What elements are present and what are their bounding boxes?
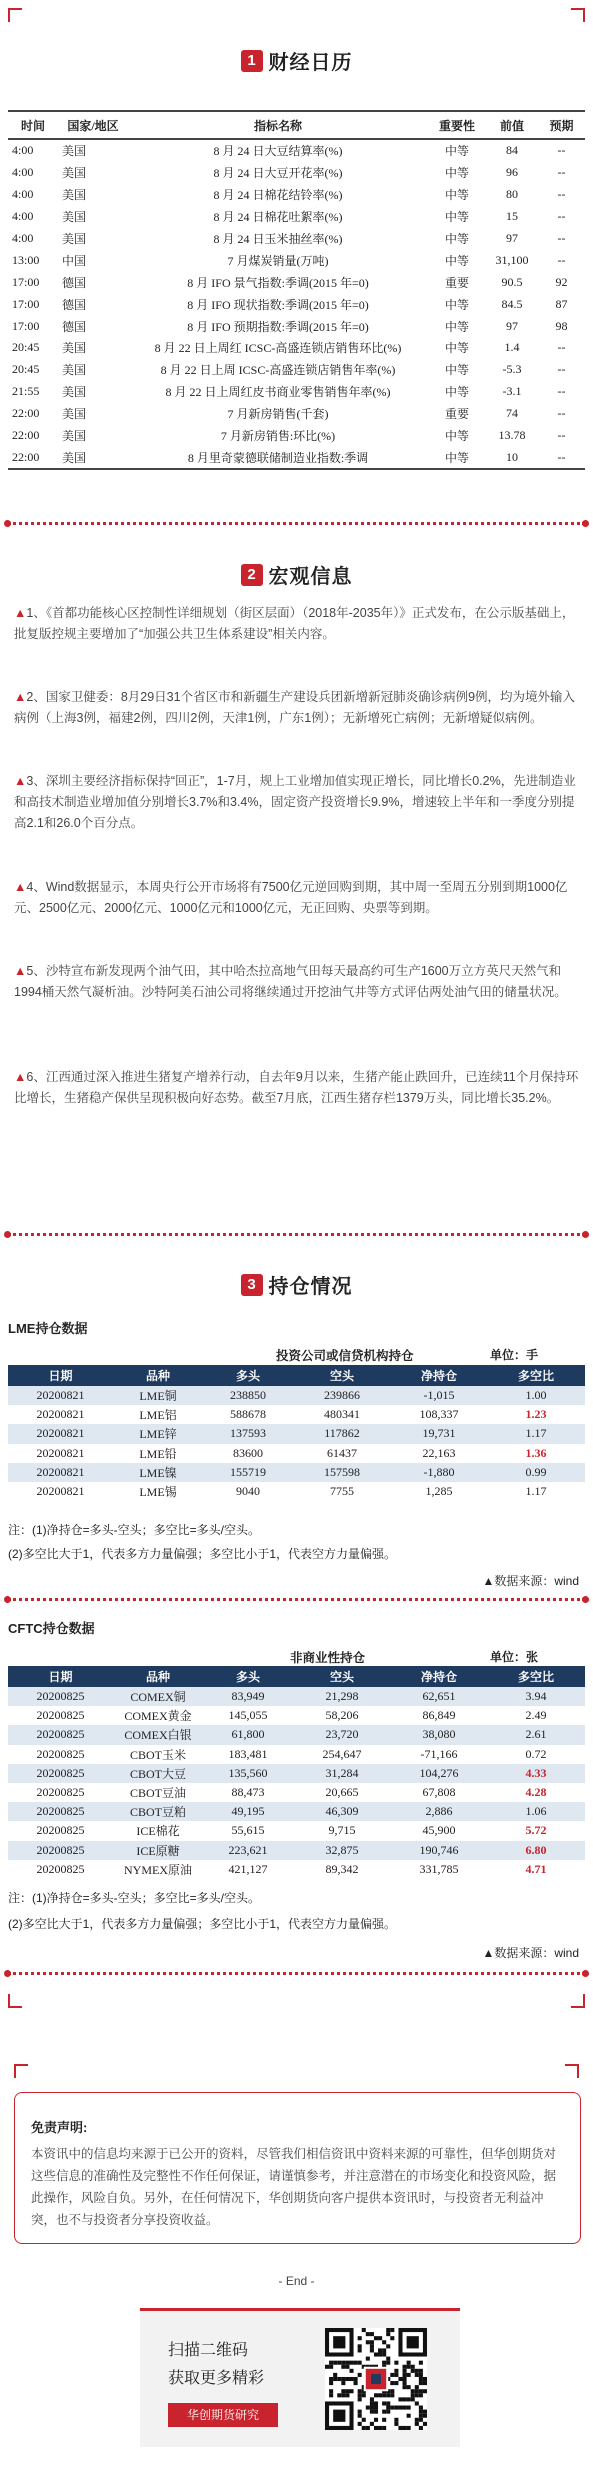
calendar-cell: 4:00 <box>12 143 34 158</box>
cftc-cell: 254,647 <box>293 1745 391 1764</box>
calendar-table <box>8 110 585 470</box>
calendar-cell: 美国 <box>62 210 87 225</box>
calendar-cell: 4:00 <box>12 231 34 245</box>
cftc-cell: 49,195 <box>203 1802 293 1821</box>
disclaimer-corner <box>14 2064 28 2078</box>
lme-cell: 20200821 <box>8 1463 113 1482</box>
disclaimer-corner <box>565 2064 579 2078</box>
lme-cell: 108,337 <box>391 1405 487 1424</box>
cftc-header-cell: 日期 <box>8 1666 113 1687</box>
calendar-cell: 10 <box>486 446 538 469</box>
lme-header-cell: 多头 <box>203 1365 293 1386</box>
cftc-cell: 20200825 <box>8 1764 113 1783</box>
cftc-cell: 20200825 <box>8 1821 113 1840</box>
cftc-cell: CBOT玉米 <box>113 1745 203 1764</box>
macro-news-text: 2、国家卫健委：8月29日31个省区市和新疆生产建设兵团新增新冠肺炎确诊病例9例，均为境外输入病例（上海3例，福建2例，四川2例，天津1例，广东1例）；无新增死亡病例；无新增疑似病例。 <box>14 690 576 725</box>
calendar-row <box>8 337 585 359</box>
calendar-cell: 美国 <box>62 166 87 181</box>
cftc-row <box>8 1802 585 1821</box>
cftc-row <box>8 1860 585 1879</box>
calendar-cell: 87 <box>555 296 568 311</box>
lme-cell: 1.23 <box>487 1405 585 1424</box>
calendar-cell: 90.5 <box>501 274 523 289</box>
section-title: 持仓情况 <box>268 1276 353 1298</box>
cftc-row <box>8 1745 585 1764</box>
cftc-cell: 88,473 <box>203 1783 293 1802</box>
calendar-cell: 22:00 <box>12 406 40 421</box>
cftc-row <box>8 1764 585 1783</box>
triangle-bullet-icon: ▲ <box>14 1070 27 1084</box>
cftc-table-title: CFTC持仓数据 <box>8 1621 95 1636</box>
cftc-header-cell: 空头 <box>293 1666 391 1687</box>
section-number: 3 <box>241 1274 263 1296</box>
lme-cell: LME镍 <box>113 1463 203 1482</box>
calendar-cell: 8 月 IFO 现状指数:季调(2015 年=0) <box>187 297 369 312</box>
corner-bottom-right <box>571 1994 585 2008</box>
macro-news-item <box>14 1067 579 1109</box>
lme-cell: 20200821 <box>8 1386 113 1405</box>
calendar-cell: -- <box>538 446 585 469</box>
cftc-cell: 38,080 <box>391 1725 487 1744</box>
calendar-row <box>8 381 585 403</box>
cftc-cell: 46,309 <box>293 1802 391 1821</box>
calendar-cell: 8 月里奇蒙德联储制造业指数:季调 <box>128 446 428 469</box>
lme-cell: LME锌 <box>113 1424 203 1443</box>
lme-cell: 83600 <box>203 1444 293 1463</box>
calendar-cell: -- <box>557 362 566 377</box>
calendar-cell: 中等 <box>444 232 469 246</box>
cftc-cell: 9,715 <box>293 1821 391 1840</box>
lme-cell: 1.17 <box>487 1482 585 1501</box>
section-number: 2 <box>241 564 263 586</box>
disclaimer-box <box>14 2092 581 2244</box>
lme-cell: 137593 <box>203 1424 293 1443</box>
disclaimer-title: 免责声明: <box>31 2120 88 2135</box>
calendar-cell: 13.78 <box>498 428 526 443</box>
cftc-cell: 61,800 <box>203 1725 293 1744</box>
cftc-row <box>8 1821 585 1840</box>
calendar-cell: 重要 <box>444 275 469 290</box>
lme-cell: 19,731 <box>391 1424 487 1443</box>
calendar-cell: 1.4 <box>504 340 520 355</box>
cftc-cell: 58,206 <box>293 1706 391 1725</box>
lme-cell: -1,015 <box>391 1386 487 1405</box>
cftc-group-header: 非商业性持仓 <box>290 1651 366 1665</box>
lme-cell: 1.36 <box>487 1444 585 1463</box>
calendar-cell: 17:00 <box>12 318 40 333</box>
cftc-cell: 2,886 <box>391 1802 487 1821</box>
calendar-cell: 7 月新房销售(千套) <box>227 407 329 422</box>
cftc-row <box>8 1783 585 1802</box>
cftc-header-cell: 多空比 <box>487 1666 585 1687</box>
cftc-header-cell: 多头 <box>203 1666 293 1687</box>
calendar-row <box>8 249 585 271</box>
lme-cell: 20200821 <box>8 1424 113 1443</box>
lme-header-cell: 品种 <box>113 1365 203 1386</box>
macro-news-item <box>14 687 579 729</box>
calendar-cell: -- <box>557 209 566 224</box>
lme-cell: 117862 <box>293 1424 391 1443</box>
lme-cell: 9040 <box>203 1482 293 1501</box>
section-divider <box>8 522 585 525</box>
calendar-cell: 中等 <box>444 429 469 444</box>
lme-header-cell: 净持仓 <box>391 1365 487 1386</box>
cftc-cell: 0.72 <box>487 1745 585 1764</box>
calendar-cell: -5.3 <box>502 362 522 377</box>
lme-cell: LME铜 <box>113 1386 203 1405</box>
calendar-cell: 97 <box>506 231 518 245</box>
section-title: 宏观信息 <box>268 566 353 588</box>
cftc-cell: NYMEX原油 <box>113 1860 203 1879</box>
section-divider <box>8 1598 585 1601</box>
cftc-cell: 2.61 <box>487 1725 585 1744</box>
cftc-cell: 20200825 <box>8 1802 113 1821</box>
lme-cell: 22,163 <box>391 1444 487 1463</box>
cftc-cell: 32,875 <box>293 1841 391 1860</box>
calendar-cell: 74 <box>506 406 518 421</box>
lme-cell: 7755 <box>293 1482 391 1501</box>
calendar-cell: 中等 <box>444 319 469 334</box>
cftc-table <box>8 1666 585 1879</box>
cftc-row <box>8 1841 585 1860</box>
lme-row <box>8 1424 585 1443</box>
lme-header-cell: 多空比 <box>487 1365 585 1386</box>
calendar-cell: -- <box>557 428 566 443</box>
cftc-row <box>8 1687 585 1706</box>
cftc-cell: 45,900 <box>391 1821 487 1840</box>
calendar-cell: 中等 <box>444 297 469 312</box>
lme-note-2: (2)多空比大于1，代表多方力量偏强；多空比小于1，代表空方力量偏强。 <box>8 1547 397 1561</box>
lme-row <box>8 1386 585 1405</box>
cftc-cell: 31,284 <box>293 1764 391 1783</box>
calendar-cell: 德国 <box>62 319 87 334</box>
cftc-unit: 单位：张 <box>490 1650 539 1664</box>
calendar-cell: 8 月 24 日棉花吐絮率(%) <box>213 210 343 225</box>
calendar-header-cell: 重要性 <box>428 111 486 139</box>
calendar-cell: -- <box>557 406 566 421</box>
cftc-cell: 4.28 <box>487 1783 585 1802</box>
calendar-row <box>8 206 585 228</box>
lme-cell: 1.00 <box>487 1386 585 1405</box>
calendar-cell: 15 <box>506 209 518 224</box>
cftc-cell: 23,720 <box>293 1725 391 1744</box>
calendar-cell: 7 月新房销售:环比(%) <box>220 429 336 444</box>
cftc-cell: COMEX铜 <box>113 1687 203 1706</box>
cftc-cell: ICE棉花 <box>113 1821 203 1840</box>
lme-unit: 单位：手 <box>490 1348 539 1362</box>
cftc-cell: -71,166 <box>391 1745 487 1764</box>
calendar-cell: -- <box>557 165 566 180</box>
section-divider <box>8 1233 585 1236</box>
cftc-cell: 135,560 <box>203 1764 293 1783</box>
macro-news-item <box>14 877 579 919</box>
lme-cell: 1.17 <box>487 1424 585 1443</box>
macro-news-text: 3、深圳主要经济指标保持“回正”，1-7月，规上工业增加值实现正增长，同比增长0.2%，先进制造业和高技术制造业增加值分别增长3.7%和3.4%，固定资产投资增长9.9%，增速较上半年和一季度分别提高2.1和26.0个百分点。 <box>14 774 576 830</box>
calendar-cell: 17:00 <box>12 296 40 311</box>
cftc-cell: 62,651 <box>391 1687 487 1706</box>
calendar-cell: 7 月煤炭销量(万吨) <box>227 253 329 268</box>
calendar-cell: 中国 <box>62 253 87 268</box>
cftc-cell: 83,949 <box>203 1687 293 1706</box>
lme-cell: 1,285 <box>391 1482 487 1501</box>
calendar-cell: 4:00 <box>12 165 34 180</box>
cftc-cell: 223,621 <box>203 1841 293 1860</box>
cftc-cell: 55,615 <box>203 1821 293 1840</box>
calendar-cell: 美国 <box>62 363 87 378</box>
cftc-cell: 20200825 <box>8 1687 113 1706</box>
lme-row <box>8 1444 585 1463</box>
cftc-cell: ICE原糖 <box>113 1841 203 1860</box>
cftc-cell: 331,785 <box>391 1860 487 1879</box>
cftc-cell: CBOT大豆 <box>113 1764 203 1783</box>
calendar-cell: 中等 <box>444 341 469 356</box>
calendar-row <box>8 425 585 447</box>
calendar-cell: 美国 <box>62 341 87 356</box>
triangle-bullet-icon: ▲ <box>14 964 27 978</box>
cftc-cell: 104,276 <box>391 1764 487 1783</box>
lme-cell: 61437 <box>293 1444 391 1463</box>
qr-line-1: 扫描二维码 <box>168 2342 249 2359</box>
lme-cell: 20200821 <box>8 1444 113 1463</box>
cftc-cell: 183,481 <box>203 1745 293 1764</box>
calendar-cell: 8 月 22 日上周红 ICSC-高盛连锁店销售环比(%) <box>154 341 402 356</box>
calendar-cell: 22:00 <box>12 428 40 443</box>
lme-row <box>8 1463 585 1482</box>
lme-cell: LME铝 <box>113 1405 203 1424</box>
calendar-row <box>8 293 585 315</box>
calendar-cell: 97 <box>506 318 518 333</box>
macro-news-text: 5、沙特宣布新发现两个油气田，其中哈杰拉高地气田每天最高约可生产1600万立方英尺天然气和1994桶天然气凝析油。沙特阿美石油公司将继续通过开挖油气井等方式评估两处油气田的储量状况。 <box>14 964 567 999</box>
lme-header-cell: 日期 <box>8 1365 113 1386</box>
calendar-cell: 美国 <box>62 429 87 444</box>
calendar-cell: 84 <box>506 143 518 158</box>
cftc-cell: 4.33 <box>487 1764 585 1783</box>
cftc-cell: 421,127 <box>203 1860 293 1879</box>
calendar-cell: 中等 <box>428 446 486 469</box>
lme-cell: 588678 <box>203 1405 293 1424</box>
cftc-cell: 5.72 <box>487 1821 585 1840</box>
calendar-cell: 31,100 <box>495 252 529 267</box>
triangle-bullet-icon: ▲ <box>14 880 27 894</box>
section-title: 财经日历 <box>268 52 353 74</box>
calendar-cell: 美国 <box>62 232 87 246</box>
calendar-cell: 4:00 <box>12 187 34 202</box>
calendar-cell: -- <box>557 384 566 399</box>
lme-header-cell: 空头 <box>293 1365 391 1386</box>
brand-button[interactable]: 华创期货研究 <box>168 2403 278 2427</box>
lme-cell: 480341 <box>293 1405 391 1424</box>
calendar-cell: 96 <box>506 165 518 180</box>
macro-news-text: 1、《首都功能核心区控制性详细规划（街区层面）（2018年-2035年）》正式发布，在公示版基础上，批复版控规主要增加了“加强公共卫生体系建设”相关内容。 <box>14 606 575 641</box>
calendar-cell: 22:00 <box>8 446 58 469</box>
lme-cell: 0.99 <box>487 1463 585 1482</box>
qr-line-2: 获取更多精彩 <box>168 2370 265 2387</box>
calendar-row <box>8 139 585 162</box>
calendar-row <box>8 184 585 206</box>
lme-cell: LME锡 <box>113 1482 203 1501</box>
macro-news-text: 4、Wind数据显示，本周央行公开市场将有7500亿元逆回购到期，其中周一至周五分别到期1000亿元、2500亿元、2000亿元、1000亿元和1000亿元，无正回购、央票等到期。 <box>14 880 568 915</box>
cftc-cell: COMEX黄金 <box>113 1706 203 1725</box>
calendar-cell: 中等 <box>444 188 469 203</box>
calendar-cell: 17:00 <box>12 274 40 289</box>
calendar-cell: -- <box>557 231 566 245</box>
calendar-row <box>8 162 585 184</box>
calendar-cell: 美国 <box>62 385 87 400</box>
calendar-cell: 98 <box>555 318 568 333</box>
cftc-cell: 89,342 <box>293 1860 391 1879</box>
calendar-row <box>8 271 585 293</box>
cftc-row <box>8 1725 585 1744</box>
calendar-cell: -3.1 <box>502 384 522 399</box>
calendar-cell: 重要 <box>444 407 469 422</box>
cftc-cell: 20200825 <box>8 1783 113 1802</box>
cftc-source: ▲数据来源：wind <box>482 1946 579 1960</box>
calendar-row <box>8 446 585 469</box>
calendar-row <box>8 315 585 337</box>
cftc-cell: 1.06 <box>487 1802 585 1821</box>
lme-row <box>8 1482 585 1501</box>
disclaimer-body: 本资讯中的信息均来源于已公开的资料，尽管我们相信资讯中资料来源的可靠性，但华创期货对这些信息的准确性及完整性不作任何保证，请谨慎参考，并注意潜在的市场变化和投资风险，据此操作，风险自负。另外，在任何情况下，华创期货向客户提供本资讯时，与投资者无利益冲突，也不与投资者分享投资收益。 <box>31 2147 557 2227</box>
calendar-cell: 中等 <box>444 210 469 225</box>
calendar-cell: 中等 <box>444 144 469 159</box>
lme-row <box>8 1405 585 1424</box>
cftc-cell: 20200825 <box>8 1745 113 1764</box>
calendar-cell: 8 月 24 日大豆开花率(%) <box>213 166 343 181</box>
section-number: 1 <box>241 50 263 72</box>
calendar-cell: 中等 <box>444 363 469 378</box>
cftc-row <box>8 1706 585 1725</box>
cftc-cell: 145,055 <box>203 1706 293 1725</box>
end-marker: - End - <box>278 2274 315 2288</box>
calendar-header-cell: 前值 <box>486 111 538 139</box>
cftc-cell: 21,298 <box>293 1687 391 1706</box>
corner-top-left <box>8 8 22 22</box>
cftc-cell: 3.94 <box>487 1687 585 1706</box>
calendar-cell: 84.5 <box>501 296 523 311</box>
calendar-header-cell: 指标名称 <box>128 111 428 139</box>
calendar-cell: 20:45 <box>12 340 40 355</box>
lme-source: ▲数据来源：wind <box>482 1574 579 1588</box>
lme-cell: -1,880 <box>391 1463 487 1482</box>
section-divider <box>8 1972 585 1975</box>
qr-promo-box <box>140 2308 460 2447</box>
cftc-cell: 20200825 <box>8 1841 113 1860</box>
calendar-cell: -- <box>557 340 566 355</box>
calendar-cell: 德国 <box>62 275 87 290</box>
calendar-cell: -- <box>557 143 566 158</box>
cftc-header-cell: 净持仓 <box>391 1666 487 1687</box>
cftc-header-cell: 品种 <box>113 1666 203 1687</box>
section-header-calendar <box>0 46 593 75</box>
calendar-cell: 80 <box>506 187 518 202</box>
calendar-cell: 美国 <box>62 407 87 422</box>
calendar-cell: 美国 <box>62 188 87 203</box>
lme-cell: LME铅 <box>113 1444 203 1463</box>
cftc-cell: 20200825 <box>8 1725 113 1744</box>
calendar-cell: 中等 <box>444 166 469 181</box>
calendar-cell: 8 月 24 日大豆结算率(%) <box>213 144 343 159</box>
macro-news-text: 6、江西通过深入推进生猪复产增养行动，自去年9月以来，生猪产能止跌回升，已连续11个月保持环比增长，生猪稳产保供呈现积极向好态势。截至7月底，江西生猪存栏1379万头，同比增长35.2%。 <box>14 1070 579 1105</box>
cftc-cell: CBOT豆粕 <box>113 1802 203 1821</box>
lme-cell: 238850 <box>203 1386 293 1405</box>
section-header-macro <box>0 560 593 589</box>
lme-note-1: 注：(1)净持仓=多头-空头；多空比=多头/空头。 <box>8 1523 261 1537</box>
calendar-cell: 中等 <box>444 253 469 268</box>
calendar-cell: 8 月 IFO 景气指数:季调(2015 年=0) <box>187 275 369 290</box>
calendar-cell: 8 月 24 日棉花结铃率(%) <box>213 188 343 203</box>
macro-news-item <box>14 961 579 1003</box>
calendar-header-cell: 时间 <box>8 111 58 139</box>
calendar-cell: 美国 <box>58 446 128 469</box>
lme-cell: 157598 <box>293 1463 391 1482</box>
calendar-row <box>8 403 585 425</box>
calendar-cell: 8 月 22 日上周 ICSC-高盛连锁店销售年率(%) <box>160 363 396 378</box>
corner-top-right <box>571 8 585 22</box>
cftc-cell: 190,746 <box>391 1841 487 1860</box>
calendar-cell: 4:00 <box>12 209 34 224</box>
cftc-cell: 20200825 <box>8 1706 113 1725</box>
section-header-positions <box>0 1270 593 1299</box>
calendar-row <box>8 359 585 381</box>
cftc-cell: 2.49 <box>487 1706 585 1725</box>
calendar-cell: 8 月 24 日玉米抽丝率(%) <box>213 232 343 246</box>
cftc-cell: 4.71 <box>487 1860 585 1879</box>
lme-cell: 155719 <box>203 1463 293 1482</box>
cftc-cell: COMEX白银 <box>113 1725 203 1744</box>
calendar-cell: 21:55 <box>12 384 40 399</box>
qr-code-icon[interactable] <box>325 2328 427 2430</box>
lme-cell: 239866 <box>293 1386 391 1405</box>
calendar-header-cell: 国家/地区 <box>58 111 128 139</box>
macro-news-item <box>14 771 579 834</box>
macro-news-item <box>14 603 579 645</box>
cftc-cell: 86,849 <box>391 1706 487 1725</box>
cftc-note-1: 注：(1)净持仓=多头-空头；多空比=多头/空头。 <box>8 1891 261 1905</box>
calendar-cell: 中等 <box>444 385 469 400</box>
calendar-cell: 20:45 <box>12 362 40 377</box>
lme-cell: 20200821 <box>8 1405 113 1424</box>
lme-table <box>8 1365 585 1501</box>
calendar-cell: 92 <box>555 274 568 289</box>
lme-table-title: LME持仓数据 <box>8 1321 88 1336</box>
lme-cell: 20200821 <box>8 1482 113 1501</box>
corner-bottom-left <box>8 1994 22 2008</box>
calendar-cell: -- <box>557 252 566 267</box>
calendar-cell: 8 月 IFO 预期指数:季调(2015 年=0) <box>187 319 369 334</box>
calendar-cell: 8 月 22 日上周红皮书商业零售销售年率(%) <box>165 385 391 400</box>
cftc-cell: 6.80 <box>487 1841 585 1860</box>
triangle-bullet-icon: ▲ <box>14 606 27 620</box>
lme-group-header: 投资公司或信贷机构持仓 <box>276 1349 414 1363</box>
triangle-bullet-icon: ▲ <box>14 690 27 704</box>
calendar-header-cell: 预期 <box>538 111 585 139</box>
calendar-row <box>8 228 585 250</box>
calendar-cell: 美国 <box>62 144 87 159</box>
calendar-cell: -- <box>557 187 566 202</box>
cftc-cell: 20200825 <box>8 1860 113 1879</box>
calendar-cell: 13:00 <box>12 252 40 267</box>
calendar-cell: 德国 <box>62 297 87 312</box>
cftc-note-2: (2)多空比大于1，代表多方力量偏强；多空比小于1，代表空方力量偏强。 <box>8 1917 397 1931</box>
cftc-cell: 20,665 <box>293 1783 391 1802</box>
cftc-cell: CBOT豆油 <box>113 1783 203 1802</box>
triangle-bullet-icon: ▲ <box>14 774 27 788</box>
cftc-cell: 67,808 <box>391 1783 487 1802</box>
